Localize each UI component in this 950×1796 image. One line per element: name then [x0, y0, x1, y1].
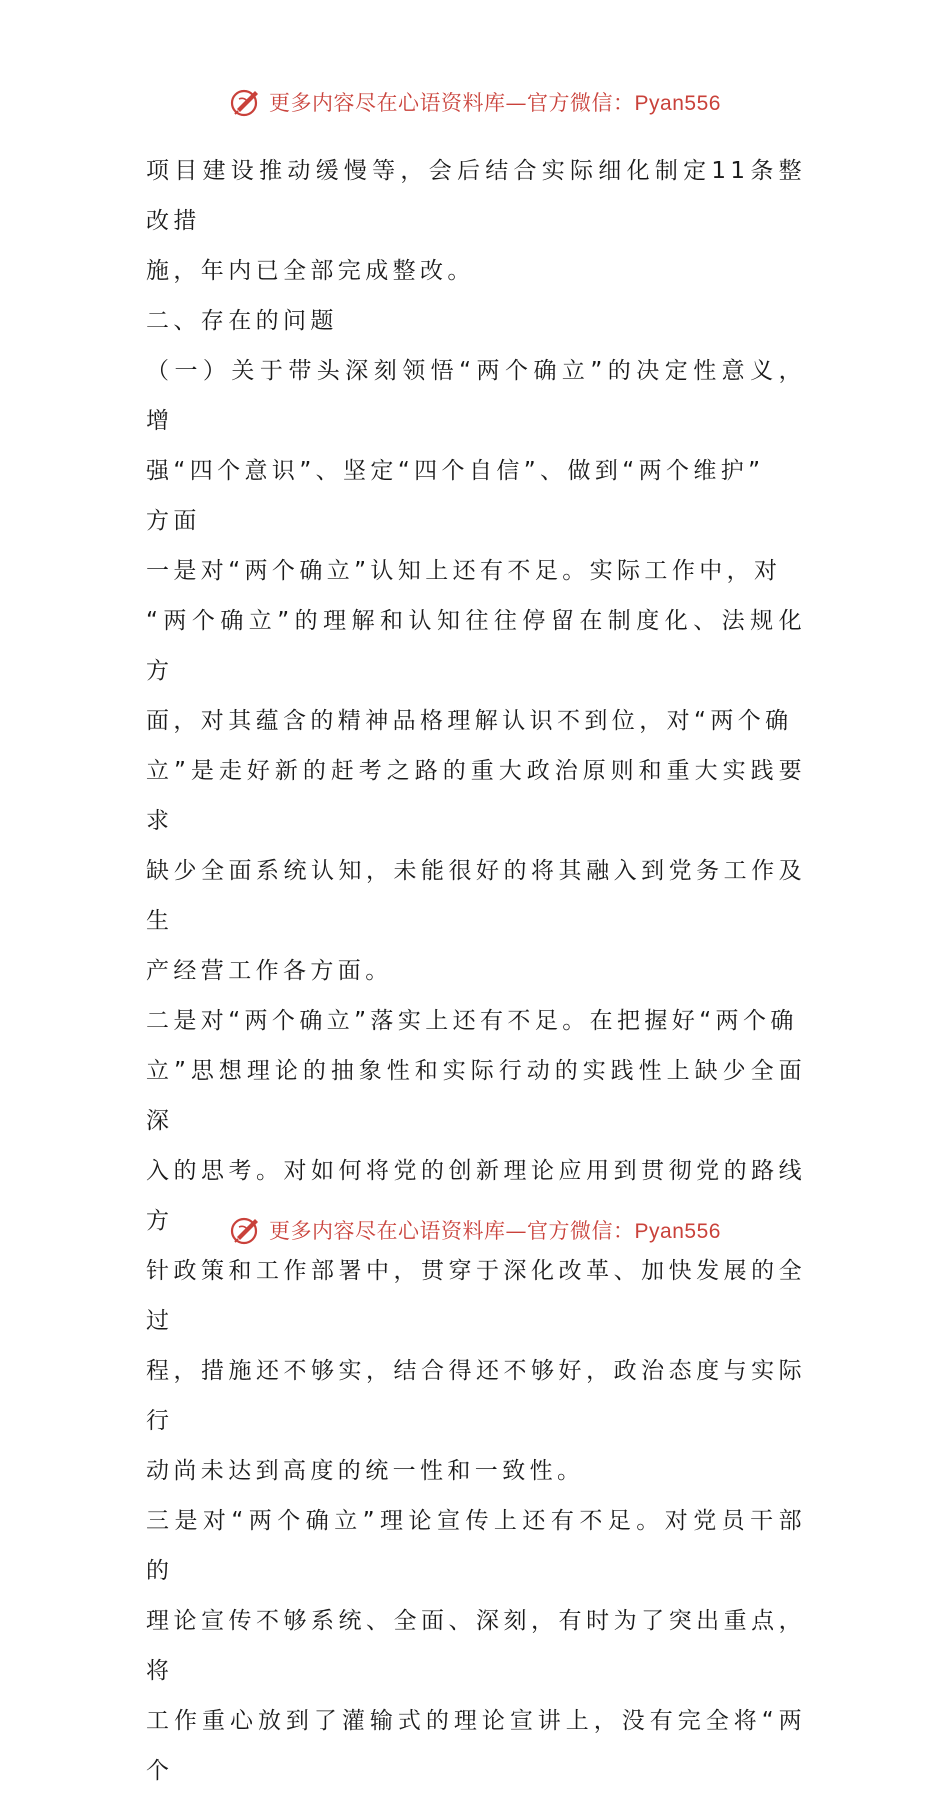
body-line: 面，对其蕴含的精神品格理解认识不到位，对“两个确	[146, 708, 793, 734]
watermark-text	[269, 87, 721, 117]
body-line: 二是对“两个确立”落实上还有不足。在把握好“两个确	[146, 1008, 798, 1034]
watermark-separator: —	[505, 91, 528, 115]
pen-seal-logo-icon	[229, 1213, 263, 1247]
body-line: 产经营工作各方面。	[146, 958, 393, 984]
header-watermark	[0, 80, 950, 124]
body-line: “两个确立”的理解和认知往往停留在制度化、法规化方	[146, 608, 806, 684]
body-line: 立”是走好新的赶考之路的重大政治原则和重大实践要求	[146, 758, 806, 834]
pen-seal-logo-icon	[229, 85, 263, 119]
subsection-heading-line: 方面	[146, 508, 201, 534]
body-line: 针政策和工作部署中，贯穿于深化改革、加快发展的全过	[146, 1258, 806, 1334]
body-line: 程，措施还不够实，结合得还不够好，政治态度与实际行	[146, 1358, 806, 1434]
watermark-brand: 更多内容尽在心语资料库	[269, 1219, 506, 1243]
body-line: 立”思想理论的抽象性和实际行动的实践性上缺少全面深	[146, 1058, 806, 1134]
body-line: 工作重心放到了灌输式的理论宣讲上，没有完全将“两个	[146, 1708, 806, 1784]
document-body	[146, 146, 806, 1796]
body-line: 三是对“两个确立”理论宣传上还有不足。对党员干部的	[146, 1508, 806, 1584]
body-line: 理论宣传不够系统、全面、深刻，有时为了突出重点，将	[146, 1608, 806, 1684]
watermark-contact-id: Pyan556	[634, 92, 721, 115]
body-line: 施，年内已全部完成整改。	[146, 258, 475, 284]
footer-watermark	[0, 1208, 950, 1252]
subsection-heading-line: 强“四个意识”、坚定“四个自信”、做到“两个维护”	[146, 458, 765, 484]
watermark-contact: 官方微信：	[527, 91, 635, 115]
watermark-brand: 更多内容尽在心语资料库	[269, 91, 506, 115]
watermark-separator: —	[505, 1219, 528, 1243]
body-line: 一是对“两个确立”认知上还有不足。实际工作中，对	[146, 558, 782, 584]
watermark-text	[269, 1215, 721, 1245]
body-line: 入的思考。对如何将党的创新理论应用到贯彻党的路线方	[146, 1158, 806, 1234]
body-line: 动尚未达到高度的统一性和一致性。	[146, 1458, 585, 1484]
section-heading: 二、存在的问题	[146, 308, 338, 334]
subsection-heading-line: （一）关于带头深刻领悟“两个确立”的决定性意义，增	[146, 358, 806, 434]
watermark-contact: 官方微信：	[527, 1219, 635, 1243]
body-line: 项目建设推动缓慢等，会后结合实际细化制定11条整改措	[146, 158, 806, 234]
watermark-contact-id: Pyan556	[634, 1220, 721, 1243]
body-line: 缺少全面系统认知，未能很好的将其融入到党务工作及生	[146, 858, 806, 934]
